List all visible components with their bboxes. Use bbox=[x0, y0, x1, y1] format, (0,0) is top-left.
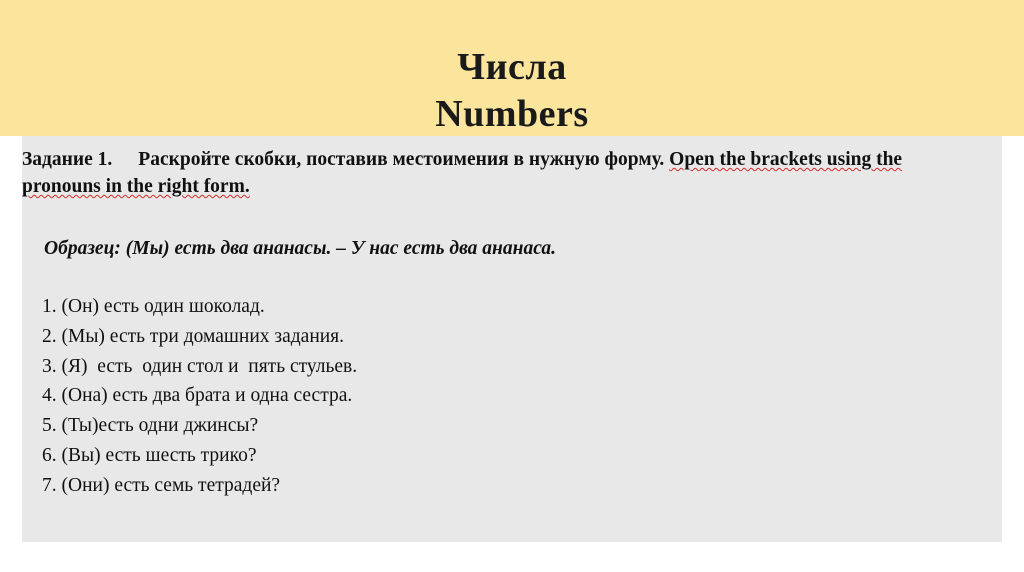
page-title bbox=[0, 44, 1024, 138]
title-line-english: Numbers bbox=[435, 93, 589, 135]
list-item: 7. (Они) есть семь тетрадей? bbox=[42, 474, 281, 496]
list-item: 2. (Мы) есть три домашних задания. bbox=[42, 325, 345, 347]
task-instruction bbox=[22, 146, 982, 200]
exercise-list bbox=[42, 292, 982, 501]
sample-sentence: Образец: (Мы) есть два ананасы. – У нас есть два ананаса. bbox=[44, 238, 556, 259]
list-item: 3. (Я) есть один стол и пять стульев. bbox=[42, 355, 358, 377]
list-item: 1. (Он) есть один шоколад. bbox=[42, 296, 265, 317]
list-item: 6. (Вы) есть шесть трико? bbox=[42, 444, 257, 466]
task-text-russian: Раскройте скобки, поставив местоимения в нужную форму. bbox=[138, 149, 665, 170]
title-line-russian: Числа bbox=[457, 46, 567, 88]
list-item: 5. (Ты)есть одни джинсы? bbox=[42, 415, 259, 437]
list-item: 4. (Она) есть два брата и одна сестра. bbox=[42, 385, 353, 407]
task-label: Задание 1. bbox=[22, 149, 113, 170]
task-text-english: Open the brackets using the pronouns in the right form. bbox=[22, 149, 903, 197]
